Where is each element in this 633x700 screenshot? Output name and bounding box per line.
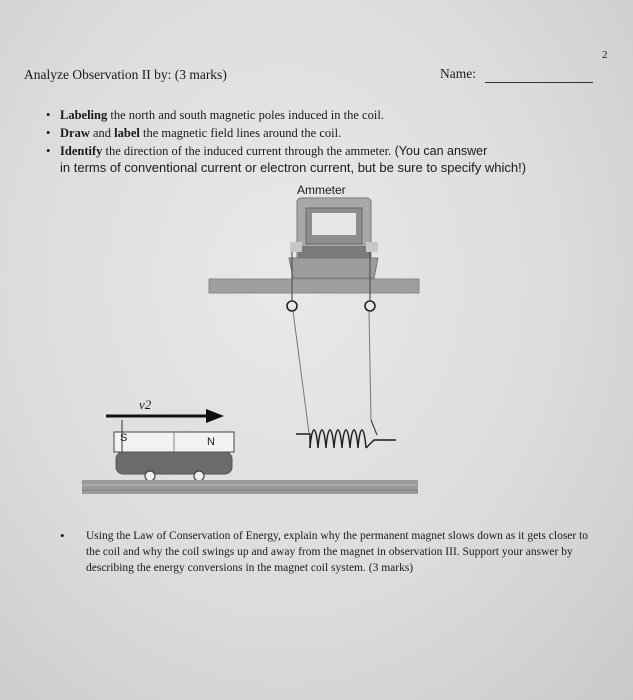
track (82, 480, 418, 494)
task-note: (You can answer (391, 144, 488, 158)
page-number: 2 (602, 49, 608, 61)
ammeter-label: Ammeter (297, 183, 346, 197)
question-title: Analyze Observation II by: (3 marks) (24, 67, 227, 82)
ammeter-base (289, 258, 378, 278)
name-label: Name: (440, 66, 476, 81)
support-shelf (209, 279, 419, 293)
coil-end (366, 440, 396, 448)
wire-clip (287, 301, 297, 311)
cart-wheel (194, 471, 204, 481)
cart-wheel (145, 471, 155, 481)
coil-lead (371, 420, 377, 435)
task-keyword: Labeling (60, 108, 108, 122)
coil (296, 430, 396, 448)
task-text: the magnetic field lines around the coil. (139, 126, 342, 140)
task-connector: and (89, 126, 115, 140)
question-text: Using the Law of Conservation of Energy, explain why the permanent magnet slows down as it gets closer to the coil and why the coil swings up and away from the magnet in observation III. Support your answer by describing the energy conversions in the magnet coil system. (3 marks) (86, 530, 589, 574)
wire-clip (365, 301, 375, 311)
cart-body (116, 452, 232, 474)
velocity-label: v2 (139, 397, 152, 412)
question-bullet: • (60, 528, 65, 543)
task-keyword: Identify (60, 144, 103, 158)
magnet-north-label: N (207, 436, 215, 448)
task-text: the direction of the induced current through the ammeter. (102, 144, 392, 158)
task-keyword-2: label (114, 126, 140, 140)
task-keyword: Draw (60, 126, 90, 140)
ammeter-terminal (366, 242, 378, 252)
ammeter-terminal (290, 242, 302, 252)
velocity-arrow-head (206, 409, 224, 423)
coil-windings (310, 430, 366, 448)
coil-end (296, 434, 310, 448)
magnet-south-label: S (120, 432, 128, 444)
ammeter-screen (312, 213, 356, 235)
task-text: the north and south magnetic poles induced in the coil. (107, 108, 384, 122)
coil-suspension-wire (293, 311, 309, 433)
task-continuation: in terms of conventional current or electron current, but be sure to specify which!) (60, 160, 527, 175)
coil-suspension-wire (369, 311, 371, 420)
